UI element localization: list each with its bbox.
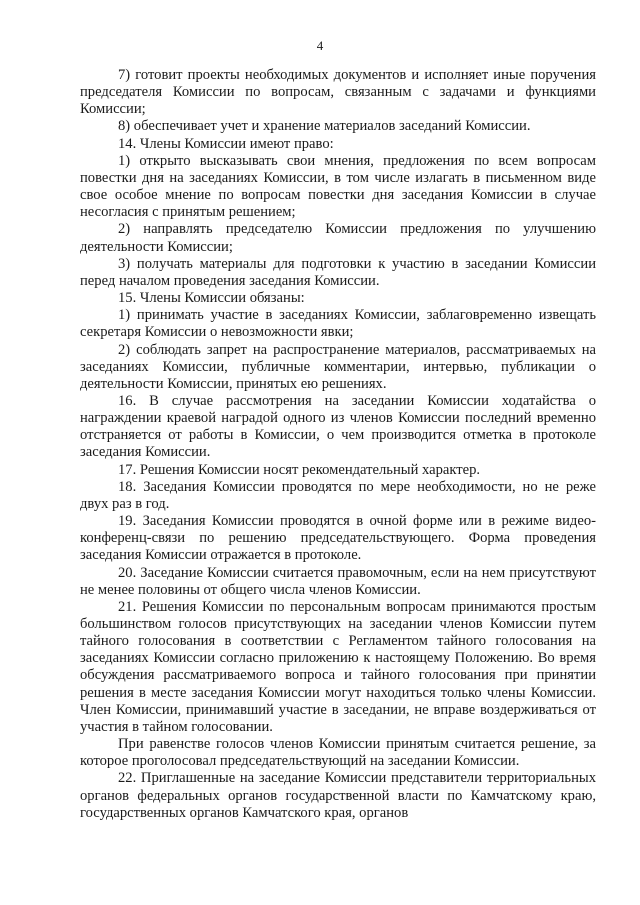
document-body — [80, 67, 596, 822]
section-14-heading: 14. Члены Комиссии имеют право: — [118, 135, 334, 152]
section-19: 19. Заседания Комиссии проводятся в очной форме или в режиме видео-конференц-связи по решению председательствующего. Форма проведения заседания Комиссии отражается в протоколе. — [80, 513, 596, 564]
section-21-tie-rule: При равенстве голосов членов Комиссии принятым считается решение, за которое проголосовал председательствующий на заседании Комиссии. — [80, 736, 596, 770]
section-15-item-1: 1) принимать участие в заседаниях Комиссии, заблаговременно извещать секретаря Комиссии о невозможности явки; — [80, 307, 596, 341]
section-14-item-1: 1) открыто высказывать свои мнения, предложения по всем вопросам повестки дня на заседаниях Комиссии, в том числе излагать в письменном виде свое особое мнение по вопросам повестки дня заседания Комиссии в случае несогласия с принятым решением; — [80, 152, 596, 221]
paragraph-8-duties: 8) обеспечивает учет и хранение материалов заседаний Комиссии. — [118, 118, 531, 135]
section-18: 18. Заседания Комиссии проводятся по мере необходимости, но не реже двух раз в год. — [80, 478, 596, 512]
section-21: 21. Решения Комиссии по персональным вопросам принимаются простым большинством голосов присутствующих на заседании членов Комиссии путем тайного голосования в соответствии с Регламентом тайного голосования на заседаниях Комиссии согласно приложению к настоящему Положению. Во время обсуждения рассматриваемого вопроса и тайного голосования при принятии решения в месте заседания Комиссии могут находиться только члены Комиссии. Член Комиссии, принимавший участие в заседании, не вправе воздерживаться от участия в тайном голосовании. — [80, 598, 596, 735]
paragraph-7-duties: 7) готовит проекты необходимых документов и исполняет иные поручения председателя Комиссии по вопросам, связанным с задачами и функциями Комиссии; — [80, 67, 596, 118]
section-14-item-2: 2) направлять председателю Комиссии предложения по улучшению деятельности Комиссии; — [80, 221, 596, 255]
section-15-item-2: 2) соблюдать запрет на распространение материалов, рассматриваемых на заседаниях Комиссии, публичные комментарии, интервью, публикации о деятельности Комиссии, принятых ею решениях. — [80, 341, 596, 392]
page-number: 4 — [316, 38, 324, 53]
section-20: 20. Заседание Комиссии считается правомочным, если на нем присутствуют не менее половины от общего числа членов Комиссии. — [80, 564, 596, 598]
section-22: 22. Приглашенные на заседание Комиссии представители территориальных органов федеральных органов государственной власти по Камчатскому краю, государственных органов Камчатского края, органов — [80, 770, 596, 821]
section-14-item-3: 3) получать материалы для подготовки к участию в заседании Комиссии перед началом проведения заседания Комиссии. — [80, 255, 596, 289]
section-16: 16. В случае рассмотрения на заседании Комиссии ходатайства о награждении краевой наградой одного из членов Комиссии последний временно отстраняется от работы в Комиссии, о чем производится отметка в протоколе заседания Комиссии. — [80, 392, 596, 461]
section-15-heading: 15. Члены Комиссии обязаны: — [118, 290, 305, 307]
section-17: 17. Решения Комиссии носят рекомендательный характер. — [118, 461, 481, 478]
